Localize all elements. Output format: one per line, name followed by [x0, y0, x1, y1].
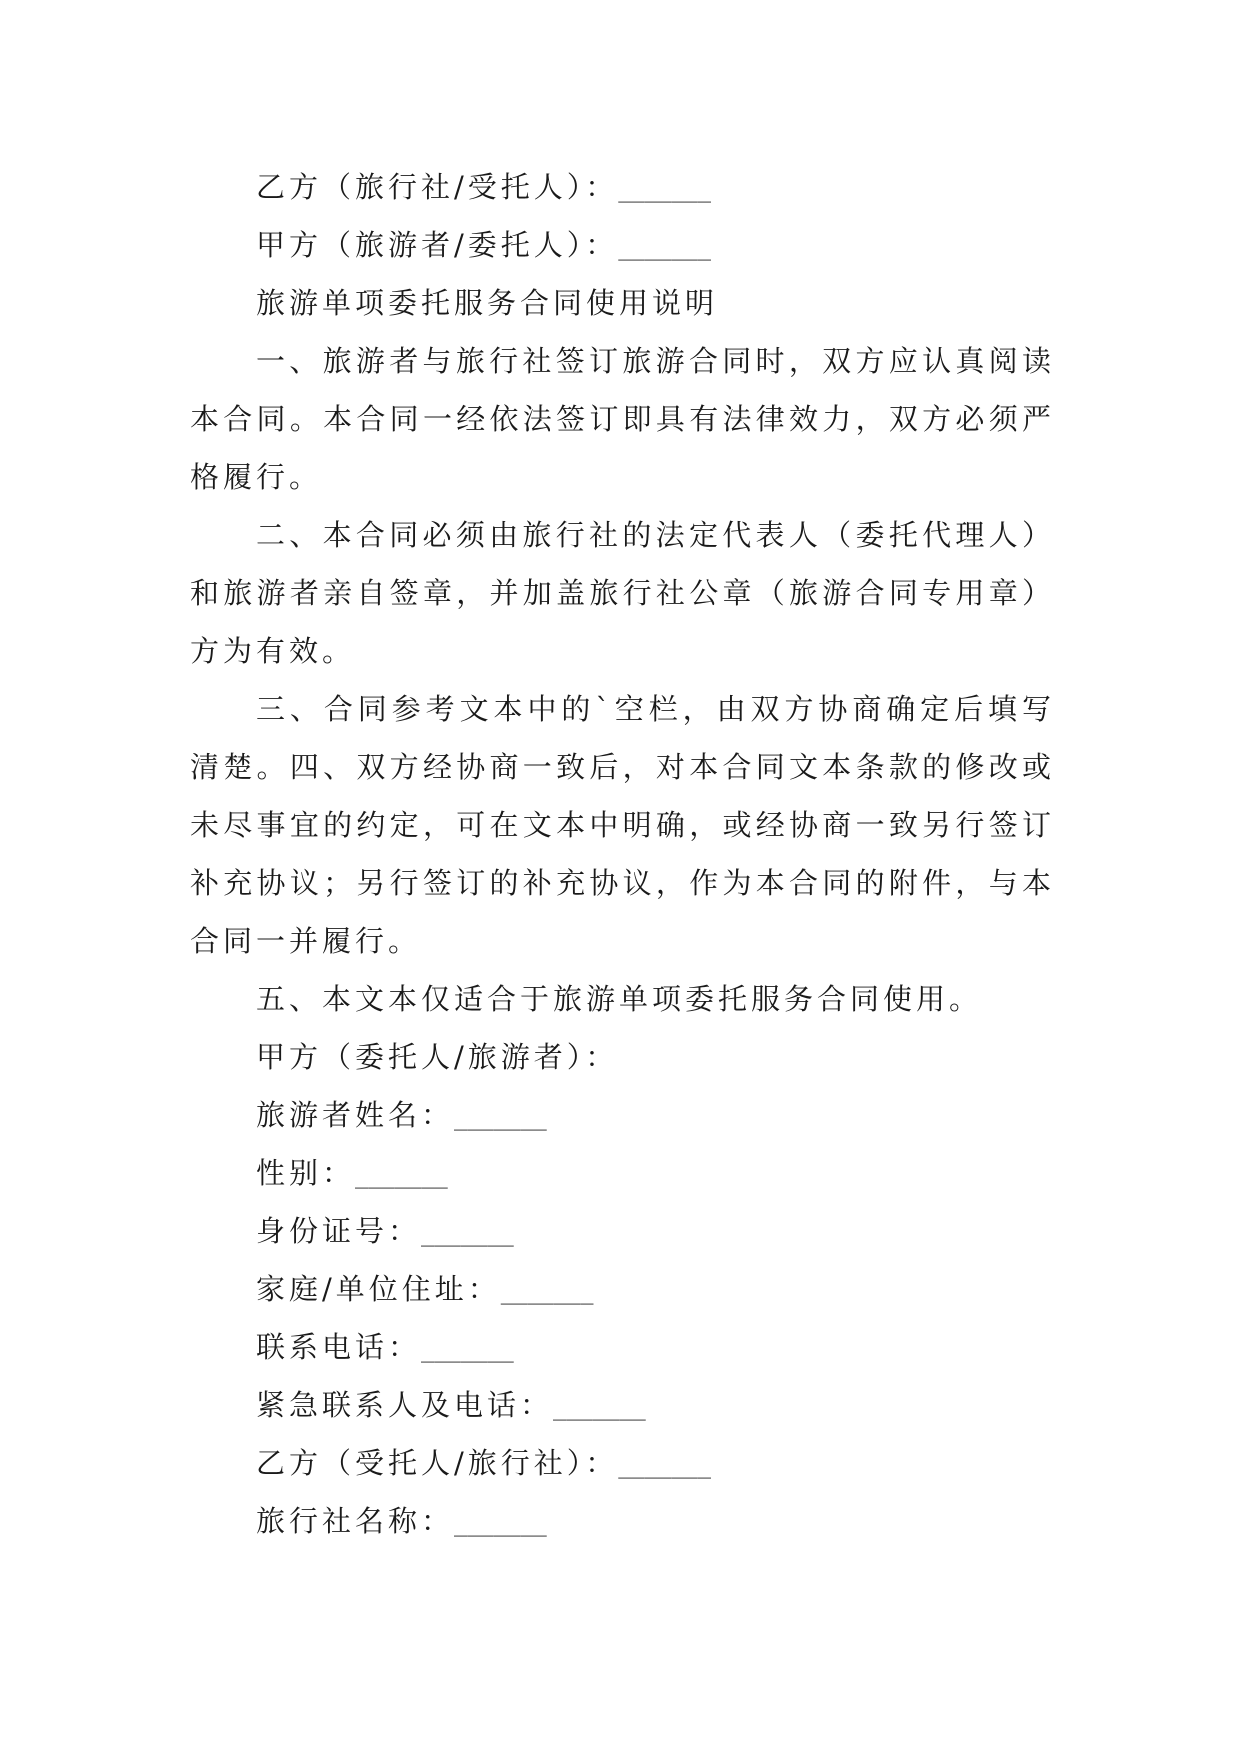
- phone-blank: _______: [421, 1338, 514, 1363]
- gender-label: 性别：: [256, 1156, 356, 1190]
- party-b-header-line: [190, 1434, 1055, 1492]
- usage-item-3-4: 三、合同参考文本中的`空栏，由双方协商确定后填写清楚。四、双方经协商一致后，对本合同文本条款的修改或未尽事宜的约定，可在文本中明确，或经协商一致另行签订补充协议；另行签订的补充协议，作为本合同的附件，与本合同一并履行。: [190, 692, 1055, 958]
- agency-name-label: 旅行社名称：: [256, 1504, 455, 1538]
- traveler-name-line: [190, 1086, 1055, 1144]
- traveler-name-label: 旅游者姓名：: [256, 1098, 455, 1132]
- address-line: [190, 1260, 1055, 1318]
- agency-name-line: [190, 1492, 1055, 1550]
- party-a-blank: _______: [618, 236, 711, 261]
- emergency-contact-label: 紧急联系人及电话：: [256, 1388, 554, 1422]
- party-b-header-label: 乙方（受托人/旅行社）：: [256, 1446, 619, 1480]
- gender-blank: _______: [355, 1164, 448, 1189]
- emergency-contact-blank: _______: [553, 1396, 646, 1421]
- id-number-label: 身份证号：: [256, 1214, 422, 1248]
- party-b-label: 乙方（旅行社/受托人）：: [256, 170, 619, 204]
- usage-item-2: 二、本合同必须由旅行社的法定代表人（委托代理人）和旅游者亲自签章，并加盖旅行社公章（旅游合同专用章）方为有效。: [190, 518, 1055, 668]
- phone-line: [190, 1318, 1055, 1376]
- party-b-blank: _______: [618, 178, 711, 203]
- emergency-contact-line: [190, 1376, 1055, 1434]
- party-a-signature-line: [190, 216, 1055, 274]
- party-b-signature-line: [190, 158, 1055, 216]
- traveler-name-blank: _______: [454, 1106, 547, 1131]
- party-a-label: 甲方（旅游者/委托人）：: [256, 228, 619, 262]
- usage-item-5: 五、本文本仅适合于旅游单项委托服务合同使用。: [256, 982, 983, 1016]
- address-blank: _______: [500, 1280, 594, 1305]
- phone-label: 联系电话：: [256, 1330, 422, 1364]
- party-b-header-blank: _______: [618, 1454, 711, 1479]
- gender-line: [190, 1144, 1055, 1202]
- usage-item-1: 一、旅游者与旅行社签订旅游合同时，双方应认真阅读本合同。本合同一经依法签订即具有法律效力，双方必须严格履行。: [190, 344, 1055, 494]
- id-number-line: [190, 1202, 1055, 1260]
- address-label: 家庭/单位住址：: [256, 1272, 501, 1306]
- party-a-header: 甲方（委托人/旅游者）：: [256, 1040, 619, 1074]
- contract-text: [190, 158, 1055, 1550]
- agency-name-blank: _______: [454, 1512, 547, 1537]
- id-number-blank: _______: [421, 1222, 514, 1247]
- usage-title: 旅游单项委托服务合同使用说明: [256, 286, 719, 320]
